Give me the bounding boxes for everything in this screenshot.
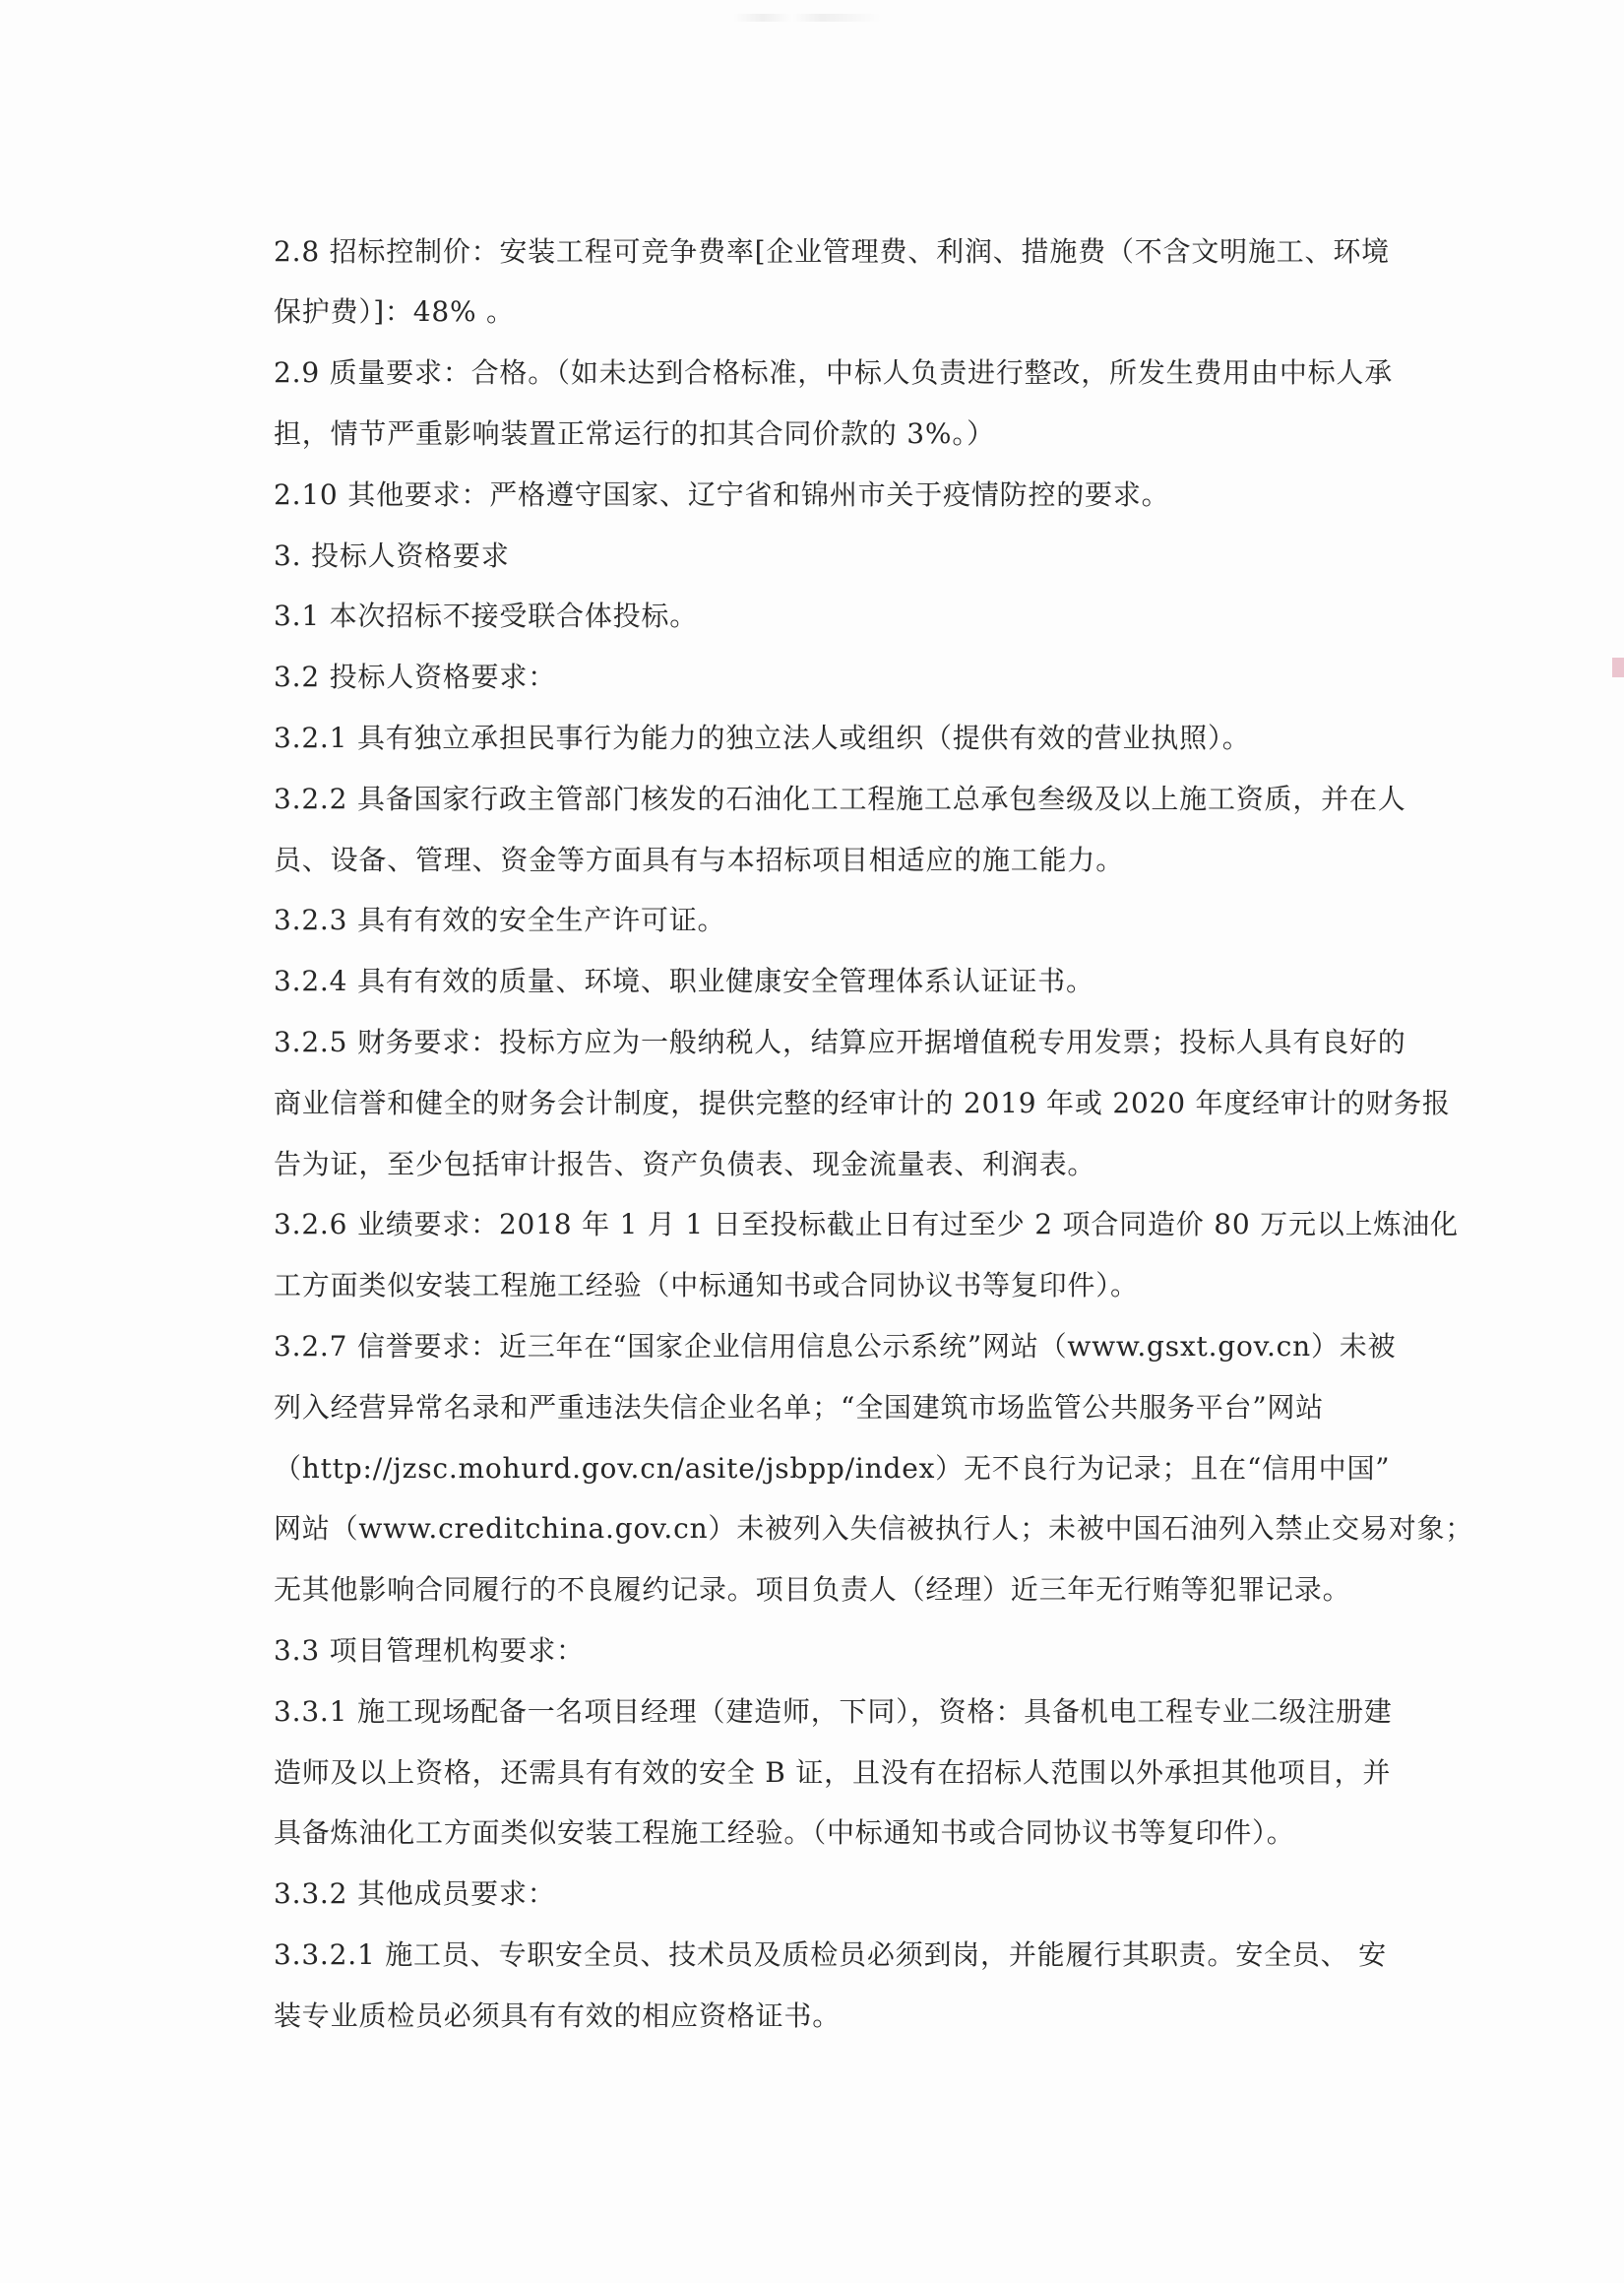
doc-line: 保护费）]：48% 。 xyxy=(274,295,515,328)
doc-line: 列入经营异常名录和严重违法失信企业名单；“全国建筑市场监管公共服务平台”网站 xyxy=(274,1391,1325,1424)
scan-mark xyxy=(733,14,881,22)
doc-line: 3.3 项目管理机构要求： xyxy=(274,1634,585,1667)
doc-line: （http://jzsc.mohurd.gov.cn/asite/jsbpp/index）无不良行为记录；且在“信用中国” xyxy=(274,1452,1391,1485)
doc-line: 3.1 本次招标不接受联合体投标。 xyxy=(274,600,699,632)
doc-line: 告为证，至少包括审计报告、资产负债表、现金流量表、利润表。 xyxy=(274,1148,1096,1180)
doc-line: 3.2.3 具有有效的安全生产许可证。 xyxy=(274,904,726,936)
doc-line: 具备炼油化工方面类似安装工程施工经验。（中标通知书或合同协议书等复印件）。 xyxy=(274,1816,1295,1849)
doc-line: 2.8 招标控制价：安装工程可竞争费率[企业管理费、利润、措施费（不含文明施工、环境 xyxy=(274,235,1390,268)
doc-line: 装专业质检员必须具有有效的相应资格证书。 xyxy=(274,1999,842,2032)
doc-line: 无其他影响合同履行的不良履约记录。项目负责人（经理）近三年无行贿等犯罪记录。 xyxy=(274,1573,1351,1606)
doc-line: 3.2.1 具有独立承担民事行为能力的独立法人或组织（提供有效的营业执照）。 xyxy=(274,722,1251,754)
doc-line: 2.9 质量要求：合格。（如未达到合格标准，中标人负责进行整改，所发生费用由中标人承 xyxy=(274,356,1394,389)
doc-line: 工方面类似安装工程施工经验（中标通知书或合同协议书等复印件）。 xyxy=(274,1269,1139,1301)
doc-line: 造师及以上资格，还需具有有效的安全 B 证，且没有在招标人范围以外承担其他项目，并 xyxy=(274,1756,1392,1789)
doc-line: 3.2.2 具备国家行政主管部门核发的石油化工工程施工总承包叁级及以上施工资质，并在人 xyxy=(274,783,1406,815)
doc-line: 2.10 其他要求：严格遵守国家、辽宁省和锦州市关于疫情防控的要求。 xyxy=(274,478,1170,511)
doc-line: 3.2 投标人资格要求： xyxy=(274,661,557,693)
doc-line: 3.3.2.1 施工员、专职安全员、技术员及质检员必须到岗，并能履行其职责。安全员、 安 xyxy=(274,1938,1387,1971)
doc-line: 3.2.5 财务要求：投标方应为一般纳税人，结算应开据增值税专用发票；投标人具有良好的 xyxy=(274,1026,1406,1058)
edge-mark xyxy=(1612,658,1624,677)
doc-line: 3.2.6 业绩要求：2018 年 1 月 1 日至投标截止日有过至少 2 项合同造价 80 万元以上炼油化 xyxy=(274,1208,1459,1240)
doc-line: 网站（www.creditchina.gov.cn）未被列入失信被执行人；未被中国石油列入禁止交易对象； xyxy=(274,1512,1474,1545)
doc-line: 担，情节严重影响装置正常运行的扣其合同价款的 3%。） xyxy=(274,417,995,450)
doc-line: 3. 投标人资格要求 xyxy=(274,539,510,572)
doc-line: 商业信誉和健全的财务会计制度，提供完整的经审计的 2019 年或 2020 年度经审计的财务报 xyxy=(274,1087,1451,1119)
doc-line: 3.2.4 具有有效的质量、环境、职业健康安全管理体系认证证书。 xyxy=(274,965,1094,997)
doc-line: 3.3.2 其他成员要求： xyxy=(274,1877,556,1910)
doc-line: 员、设备、管理、资金等方面具有与本招标项目相适应的施工能力。 xyxy=(274,844,1125,876)
doc-line: 3.3.1 施工现场配备一名项目经理（建造师，下同），资格：具备机电工程专业二级注册建 xyxy=(274,1695,1393,1728)
doc-line: 3.2.7 信誉要求：近三年在“国家企业信用信息公示系统”网站（www.gsxt.gov.cn）未被 xyxy=(274,1330,1397,1363)
